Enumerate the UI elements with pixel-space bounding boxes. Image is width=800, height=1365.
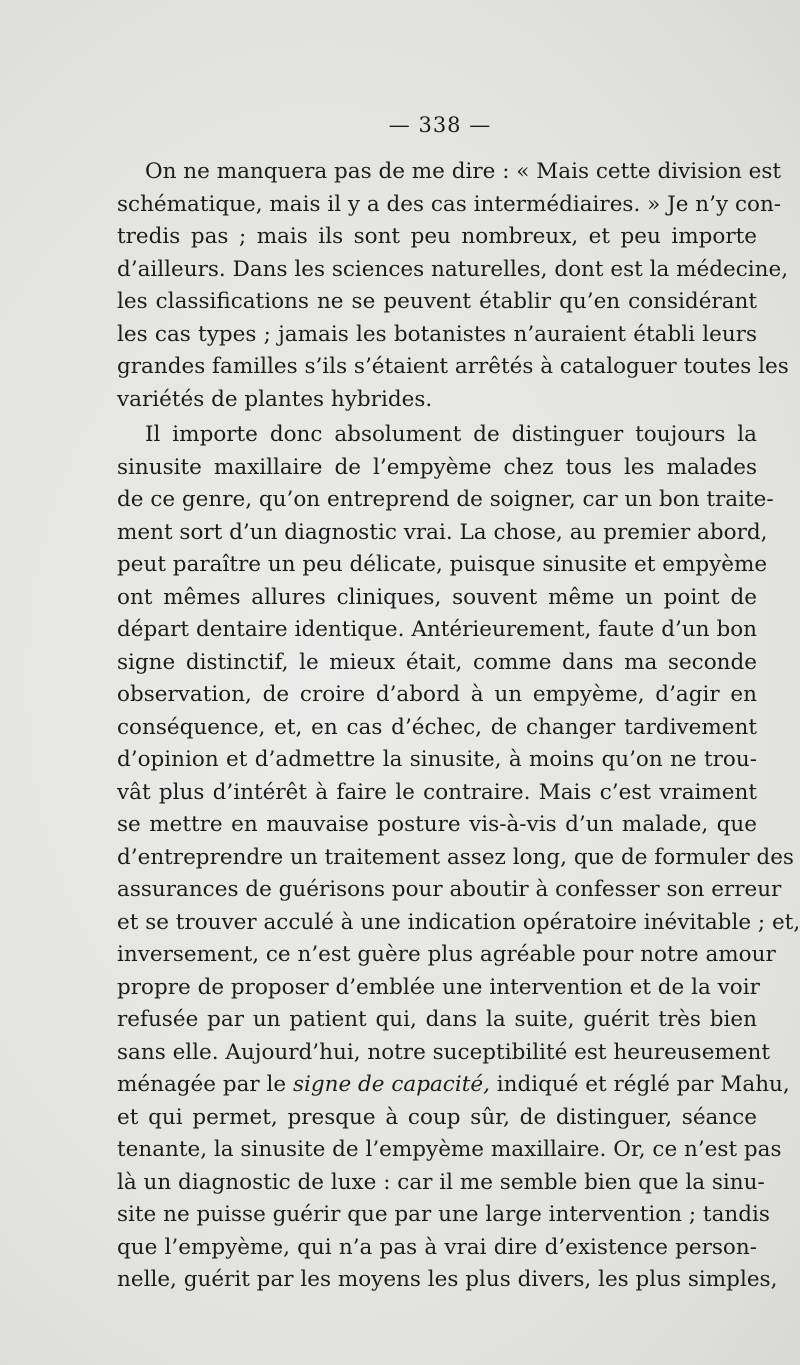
page-number: — 338 — [388,113,492,137]
text-line: assurances de guérisons pour aboutir à confesser son erreur [117,877,782,902]
text-segment: ménagée par le [117,1072,293,1097]
text-segment: indiqué et réglé par Mahu, [489,1072,790,1097]
text-line: et se trouver acculé à une indication opératoire inévitable ; et, [117,909,800,935]
text-line: d’entreprendre un traitement assez long, que de formuler des [117,844,794,870]
text-line: sinusite maxillaire de l’empyème chez tous les malades [117,454,757,480]
text-line: de ce genre, qu’on entreprend de soigner, car un bon traite- [117,487,774,512]
text-line: grandes familles s’ils s’étaient arrêtés à cataloguer toutes les [117,354,789,379]
text-line: se mettre en mauvaise posture vis-à-vis d’un malade, que [117,812,757,837]
text-line: schématique, mais il y a des cas intermédiaires. » Je n’y con- [117,191,782,217]
text-line: peut paraître un peu délicate, puisque sinusite et empyème [117,552,768,577]
text-line: et qui permet, presque à coup sûr, de distinguer, séance [117,1104,757,1130]
text-line: tredis pas ; mais ils sont peu nombreux, et peu importe [117,224,757,249]
text-line: ment sort d’un diagnostic vrai. La chose, au premier abord, [117,519,768,545]
text-line: tenante, la sinusite de l’empyème maxillaire. Or, ce n’est pas [117,1137,782,1162]
text-line: nelle, guérit par les moyens les plus divers, les plus simples, [117,1267,778,1292]
text-line: d’opinion et d’admettre la sinusite, à moins qu’on ne trou- [117,747,757,772]
text-line: propre de proposer d’emblée une intervention et de la voir [117,974,760,1000]
text-line: Il importe donc absolument de distinguer toujours la [145,422,757,447]
text-line: On ne manquera pas de me dire : « Mais cette division est [145,159,782,184]
text-line: variétés de plantes hybrides. [117,386,433,412]
text-line: vât plus d’intérêt à faire le contraire. Mais c’est vraiment [117,779,757,805]
text-line: conséquence, et, en cas d’échec, de changer tardivement [117,714,757,740]
text-line: inversement, ce n’est guère plus agréable pour notre amour [117,942,776,967]
text-line: site ne puisse guérir que par une large intervention ; tandis [117,1202,770,1227]
text-line: refusée par un patient qui, dans la suite, guérit très bien [117,1007,757,1032]
text-line: sans elle. Aujourd’hui, notre suceptibilité est heureusement [117,1039,771,1065]
text-line: observation, de croire d’abord à un empyème, d’agir en [117,682,757,707]
text-line: là un diagnostic de luxe : car il me semble bien que la sinu- [117,1169,765,1195]
text-line-with-italic [117,1069,790,1102]
text-line: les cas types ; jamais les botanistes n’auraient établi leurs [117,321,757,347]
text-line: que l’empyème, qui n’a pas à vrai dire d’existence person- [117,1234,757,1260]
body-text [117,156,800,1297]
text-line: signe distinctif, le mieux était, comme dans ma seconde [117,649,757,675]
text-line: d’ailleurs. Dans les sciences naturelles, dont est la médecine, [117,256,789,282]
text-line: ont mêmes allures cliniques, souvent même un point de [117,584,757,610]
text-line: les classifications ne se peuvent établir qu’en considérant [117,289,757,314]
text-line: départ dentaire identique. Antérieurement, faute d’un bon [117,617,757,642]
italic-phrase: signe de capacité, [292,1072,490,1097]
